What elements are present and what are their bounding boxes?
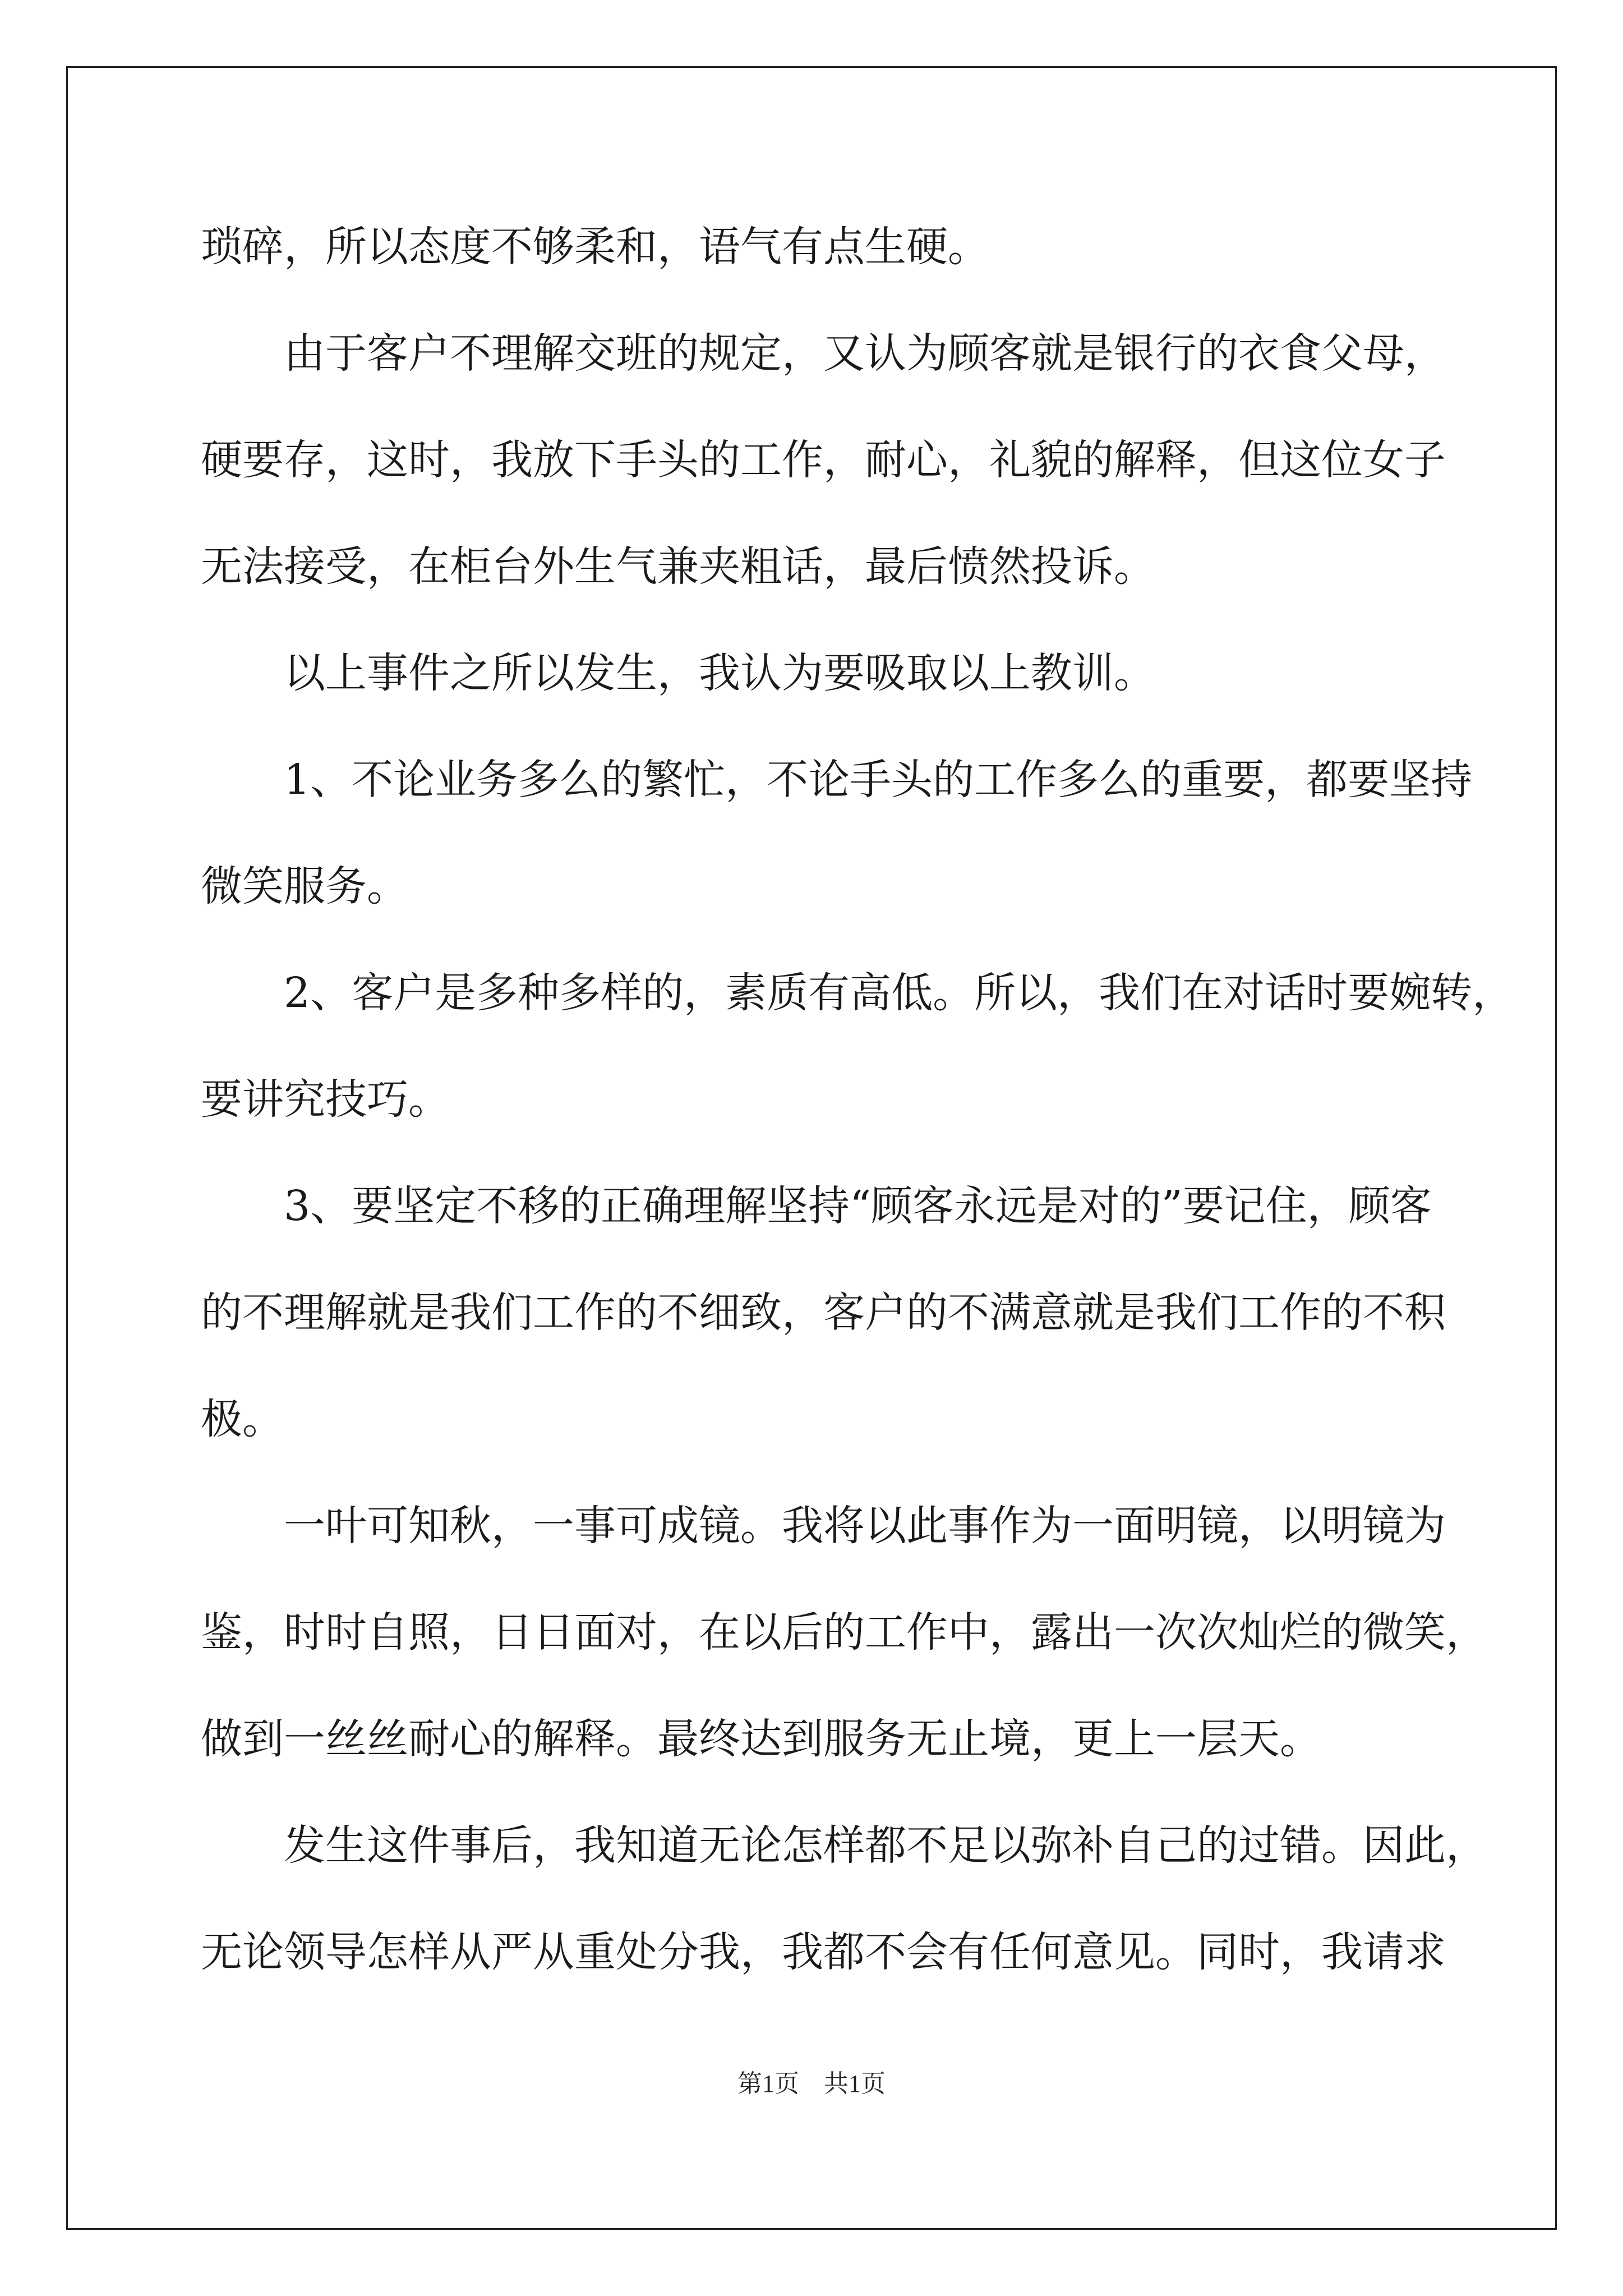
text-line: 无论领导怎样从严从重处分我，我都不会有任何意见。同时，我请求 — [201, 1928, 1446, 1976]
page-number-footer: 第1页 共1页 — [737, 2070, 886, 2097]
text-line: 鉴，时时自照，日日面对，在以后的工作中，露出一次次灿烂的微笑， — [201, 1608, 1487, 1657]
text-line: 发生这件事后，我知道无论怎样都不足以弥补自己的过错。因此， — [284, 1821, 1487, 1870]
text-line: 以上事件之所以发生，我认为要吸取以上教训。 — [284, 649, 1155, 697]
text-line: 硬要存，这时，我放下手头的工作，耐心，礼貌的解释，但这位女子 — [201, 436, 1446, 484]
text-line: 1、不论业务多么的繁忙，不论手头的工作多么的重要，都要坚持 — [284, 756, 1473, 804]
text-line: 的不理解就是我们工作的不细致，客户的不满意就是我们工作的不积 — [201, 1289, 1446, 1337]
text-line: 要讲究技巧。 — [201, 1075, 450, 1124]
text-line: 微笑服务。 — [201, 862, 408, 910]
text-line: 2、客户是多种多样的，素质有高低。所以，我们在对话时要婉转， — [284, 969, 1514, 1017]
text-line: 做到一丝丝耐心的解释。最终达到服务无止境，更上一层天。 — [201, 1715, 1321, 1763]
page-border — [66, 66, 1557, 2230]
text-line: 琐碎，所以态度不够柔和，语气有点生硬。 — [201, 223, 989, 271]
text-line: 极。 — [201, 1395, 284, 1443]
text-line: 无法接受，在柜台外生气兼夹粗话，最后愤然投诉。 — [201, 542, 1155, 591]
text-line: 一叶可知秋，一事可成镜。我将以此事作为一面明镜，以明镜为 — [284, 1502, 1446, 1550]
text-line: 3、要坚定不移的正确理解坚持“顾客永远是对的”要记住，顾客 — [284, 1182, 1432, 1230]
text-line: 由于客户不理解交班的规定，又认为顾客就是银行的衣食父母， — [284, 329, 1446, 378]
